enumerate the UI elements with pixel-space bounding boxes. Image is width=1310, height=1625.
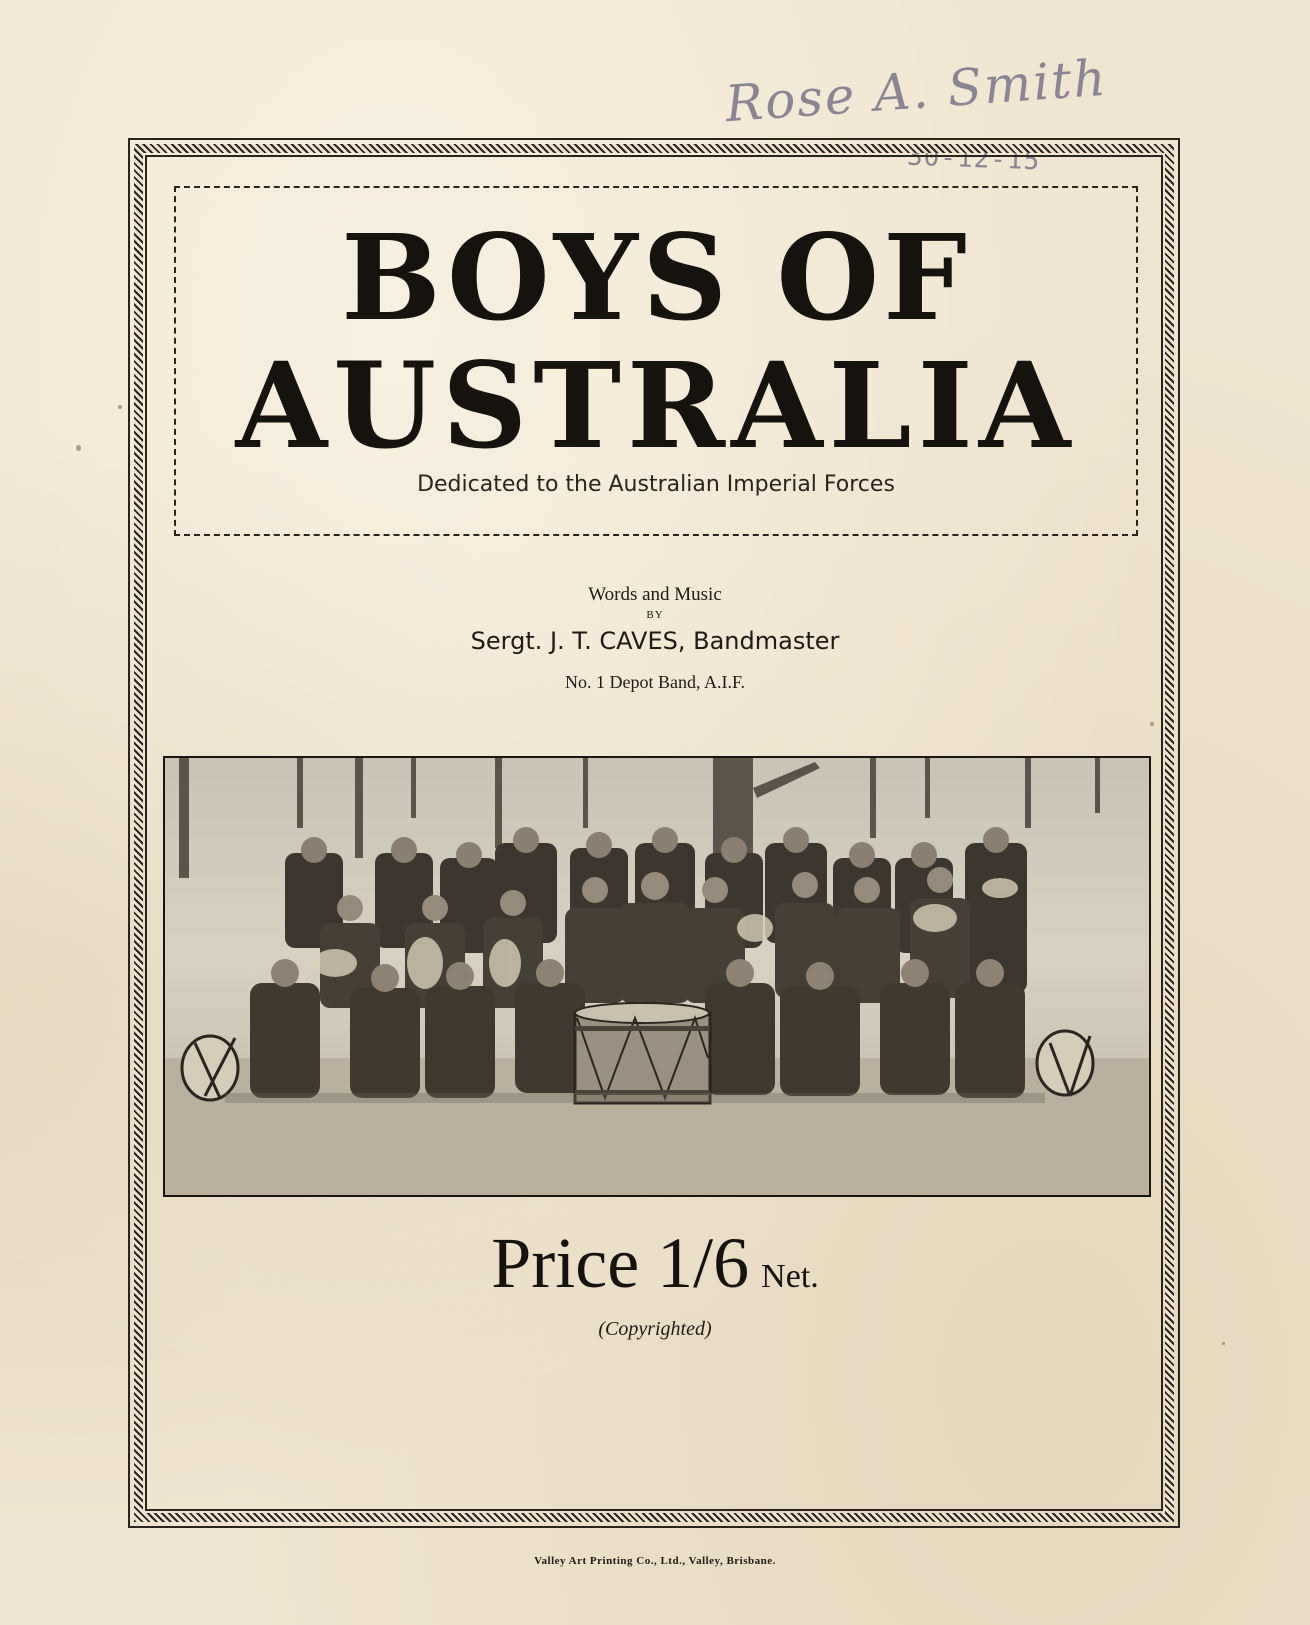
band-name: No. 1 Depot Band, A.I.F.	[564, 672, 746, 692]
price-net-label: Net.	[761, 1258, 819, 1295]
words-and-music-label: Words and Music	[588, 584, 722, 605]
price-value: Price 1/6	[491, 1223, 750, 1303]
bass-drum	[575, 1003, 710, 1103]
by-label: BY	[646, 609, 664, 621]
band-photograph	[163, 756, 1151, 1197]
foxing-spot	[1222, 1342, 1225, 1345]
tree-branch	[753, 762, 820, 798]
author-name: Sergt. J. T. CAVES, Bandmaster	[470, 627, 840, 655]
printer-imprint: Valley Art Printing Co., Ltd., Valley, Brisbane.	[534, 1555, 776, 1567]
side-drum-right	[1037, 1031, 1093, 1096]
ground-shadow	[225, 1093, 1045, 1103]
handwritten-signature: Rose A. Smith	[723, 48, 1110, 134]
side-drum-left	[182, 1036, 238, 1100]
price-line	[0, 1222, 1310, 1305]
title-line-1: BOYS OF	[341, 208, 971, 347]
foxing-spot	[118, 405, 122, 409]
dedication-text: Dedicated to the Australian Imperial Forces	[417, 472, 895, 497]
title-line-2: AUSTRALIA	[235, 336, 1077, 475]
copyright-label: (Copyrighted)	[598, 1318, 712, 1340]
band-photograph-illustration	[165, 758, 1149, 1195]
foxing-spot	[76, 445, 81, 451]
title-box	[174, 186, 1138, 536]
handwritten-date: 30-12-15	[906, 141, 1041, 177]
